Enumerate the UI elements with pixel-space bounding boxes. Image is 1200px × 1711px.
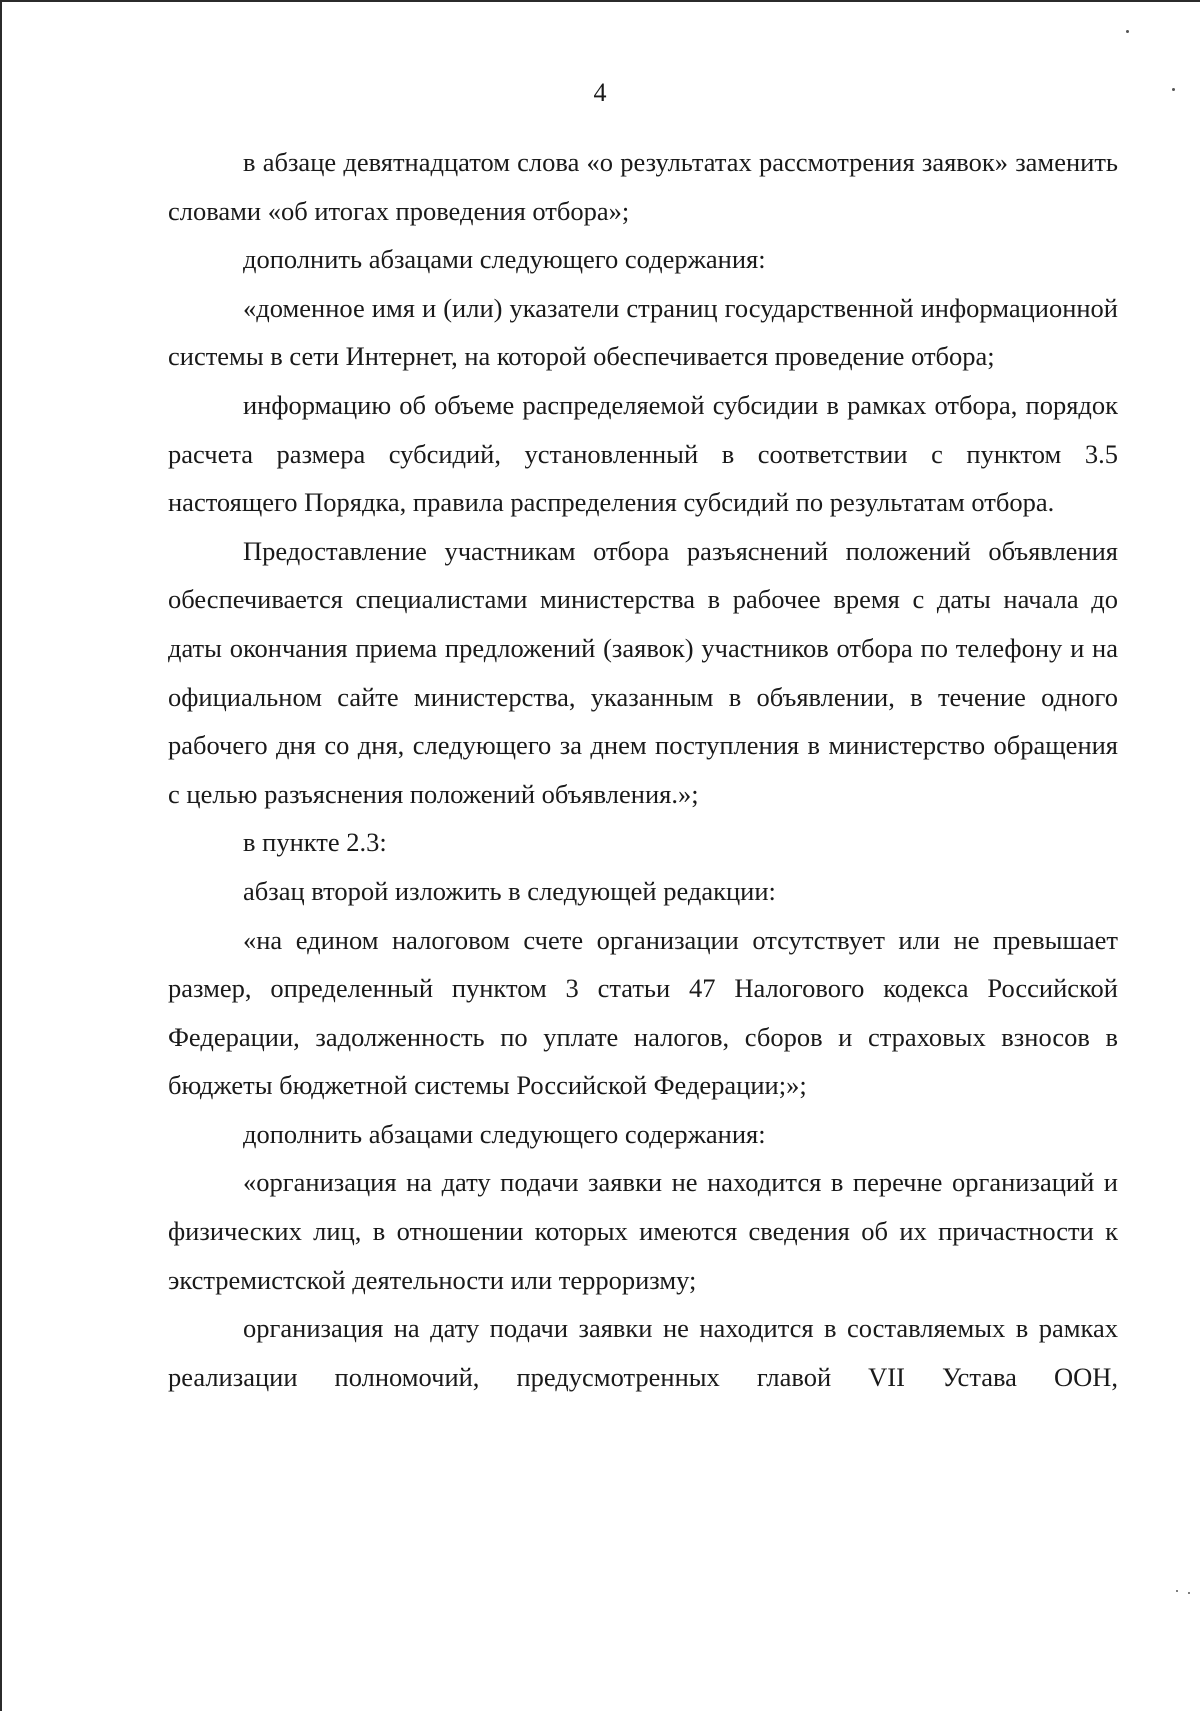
paragraph-10: «организация на дату подачи заявки не находится в перечне организаций и физических лиц, в отношении которых имеются сведения об их причастности к экстремистской деятельности или терроризму;: [168, 1167, 1118, 1295]
paragraph-9: дополнить абзацами следующего содержания:: [243, 1118, 766, 1149]
paragraph-5: Предоставление участникам отбора разъяснений положений объявления обеспечивается специалистами министерства в рабочее время с даты начала до даты окончания приема предложений (заявок) участников отбора по телефону и на официальном сайте министерства, указанным в объявлении, в течение одного рабочего дня со дня, следующего за днем поступления в министерство обращения с целью разъяснения положений объявления.»;: [168, 535, 1118, 809]
scan-speck: [1188, 1592, 1190, 1594]
scan-speck: [1172, 88, 1175, 91]
paragraph-1: в абзаце девятнадцатом слова «о результатах рассмотрения заявок» заменить словами «об итогах проведения отбора»;: [168, 147, 1118, 226]
document-body: [168, 138, 1118, 1401]
paragraph-2: дополнить абзацами следующего содержания:: [243, 244, 766, 275]
scan-speck: [1126, 30, 1129, 33]
paragraph-3: «доменное имя и (или) указатели страниц государственной информационной системы в сети Интернет, на которой обеспечивается проведение отбора;: [168, 292, 1118, 372]
paragraph-8: «на едином налоговом счете организации отсутствует или не превышает размер, определенный пунктом 3 статьи 47 Налогового кодекса Российской Федерации, задолженность по уплате налогов, сборов и страховых взносов в бюджеты бюджетной системы Российской Федерации;»;: [168, 924, 1118, 1101]
paragraph-6: в пункте 2.3:: [243, 827, 387, 858]
scan-edge-top: [0, 0, 1200, 2]
paragraph-11: организация на дату подачи заявки не находится в составляемых в рамках реализации полномочий, предусмотренных главой VII Устава ООН,: [168, 1313, 1118, 1392]
scan-speck: [1176, 1590, 1178, 1592]
page-number: 4: [593, 78, 607, 107]
paragraph-4: информацию об объеме распределяемой субсидии в рамках отбора, порядок расчета размера субсидий, установленный в соответствии с пунктом 3.5 настоящего Порядка, правила распределения субсидий по результатам отбора.: [168, 389, 1118, 518]
scan-edge-left: [0, 0, 2, 1711]
paragraph-7: абзац второй изложить в следующей редакции:: [243, 875, 776, 906]
